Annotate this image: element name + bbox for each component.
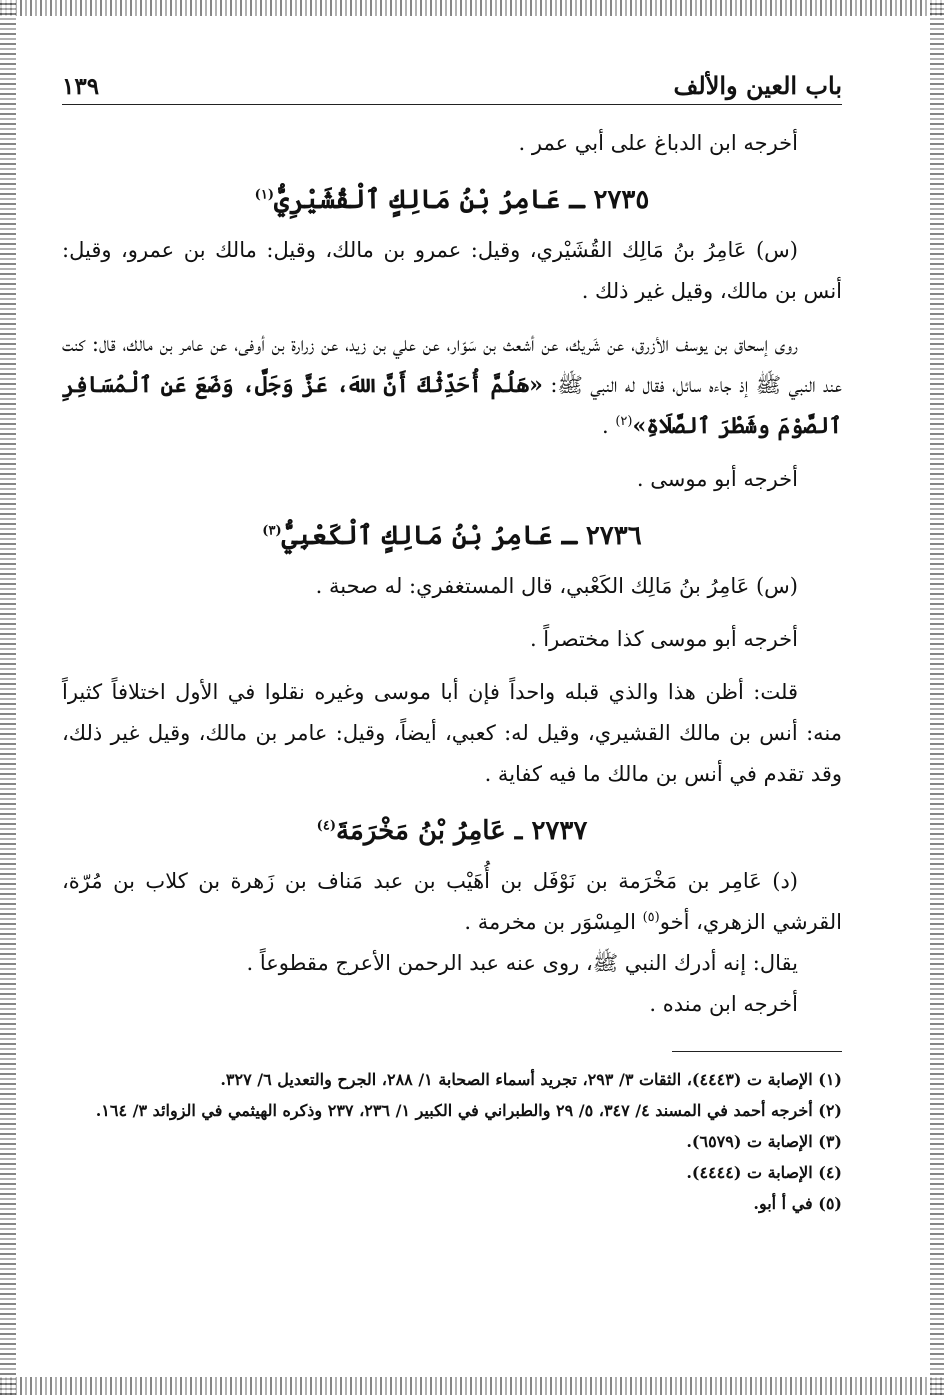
paragraph: يقال: إنه أدرك النبي ﷺ، روى عنه عبد الرحمن الأعرج مقطوعاً . [246,951,798,975]
paragraph [62,861,842,943]
paragraph: (س) عَامِرُ بنُ مَالِك الكَعْبي، قال المستغفري: له صحبة . [315,574,798,598]
hadith-text: «هَلُمَّ أُحَدِّثْكَ أَنَّ اللهَ، عَزَّ وَجَلَّ، وَضَعَ عَنِ ٱلْمُسَافِرِ ٱلصَّوْمَ وشَطْرَ ٱلصَّلَاةِ» [62,372,842,439]
narration-text: روى إسحاق بن يوسف الأزرق، عن شَريك، عن أشعث بن سَوّار، عن علي بن زيد، عن زرارة بن أوفى، عن عامر بن مالك، قال: كنت عند النبي ﷺ إذ جاءه سائل، فقال له النبي ﷺ: [62,332,842,397]
paragraph: (س) عَامِرُ بنُ مَالِك القُشَيْري، وقيل: عمرو بن مالك، وقيل: مالك بن عمرو، وقيل: أنس بن مالك، وقيل غير ذلك . [62,238,842,303]
paragraph: أخرجه أبو موسى كذا مختصراً . [529,627,798,651]
paragraph: أخرجه ابن منده . [649,992,798,1016]
footnote: (٣) الإصابة ت (٦٥٧٩). [686,1132,842,1151]
running-title: باب العين والألف [673,71,842,100]
entry-title-2736 [62,512,842,560]
footnote: (٢) أخرجه أحمد في المسند ٤/ ٣٤٧، ٥/ ٢٩ والطبراني في الكبير ١/ ٢٣٦، ٢٣٧ وذكره الهيثمي في الزوائد ٣/ ١٦٤. [95,1101,842,1120]
book-page [62,56,842,1356]
main-text [62,105,842,1025]
footnote-divider [672,1051,842,1052]
page-number: ١٣٩ [62,73,100,100]
paragraph: أخرجه ابن الدباغ على أبي عمر . [518,131,798,155]
entry-title-2737 [62,807,842,855]
paragraph-text: المِسْوَر بن مخرمة . [464,910,636,934]
footnote: (٥) في أ أبو. [753,1194,842,1213]
page-border-top [0,0,944,16]
entry-heading: ٢٧٣٦ ـ عَامِرُ بْنُ مَالِكٍ ٱلْكَعْبِيُّ [281,521,642,551]
entry-heading: ٢٧٣٥ ـ عَامِرُ بْنُ مَالِكٍ ٱلْقُشَيْرِيُّ [273,185,650,215]
page-header [62,56,842,105]
page-border-right [930,0,944,1395]
footnote-ref: (٥) [642,910,660,925]
footnote-ref: (٣) [262,523,282,539]
paragraph: أخرجه أبو موسى . [636,467,798,491]
footnote-ref: (٤) [316,818,336,834]
paragraph-hadith: روى إسحاق بن يوسف الأزرق، عن شَريك، عن أشعث بن سَوّار، عن علي بن زيد، عن زرارة بن أوفى، عن عامر بن مالك، قال: كنت عند النبي ﷺ إذ جاءه سائل، فقال له النبي ﷺ: «هَلُمَّ أُحَدِّثْكَ أَنَّ اللهَ، عَزَّ وَجَلَّ، وَضَعَ عَنِ ٱلْمُسَافِرِ ٱلصَّوْمَ وشَطْرَ ٱلصَّلَاةِ»$^{(٢)}$ . [62,332,842,439]
paragraph-text: (د) عَامِر بن مَخْرَمة بن نَوْفَل بن أُهَيْب بن عبد مَناف بن زَهرة بن كلاب بن مُرّة، القرشي الزهري، أخو [62,869,842,934]
footnote-ref: (٢) [615,414,633,429]
footnote: (١) الإصابة ت (٤٤٤٣)، الثقات ٣/ ٢٩٣، تجريد أسماء الصحابة ١/ ٢٨٨، الجرح والتعديل ٦/ ٣٢٧. [220,1070,842,1089]
entry-heading: ٢٧٣٧ ـ عَامِرُ بْنُ مَخْرَمَةَ [335,816,588,846]
entry-title-2735 [62,176,842,224]
paragraph: قلت: أظن هذا والذي قبله واحداً فإن أبا موسى وغيره نقلوا في الأول اختلافاً كثيراً منه: أنس بن مالك القشيري، وقيل له: كعبي، أيضاً، وقيل: عامر بن مالك، وقيل غير ذلك، وقد تقدم في أنس بن مالك ما فيه كفاية . [62,680,842,786]
page-border-bottom [0,1377,944,1395]
footnote: (٤) الإصابة ت (٤٤٤٤). [686,1163,842,1182]
footnote-ref: (١) [254,187,274,203]
page-border-left [0,0,16,1395]
footnotes [62,1064,842,1219]
